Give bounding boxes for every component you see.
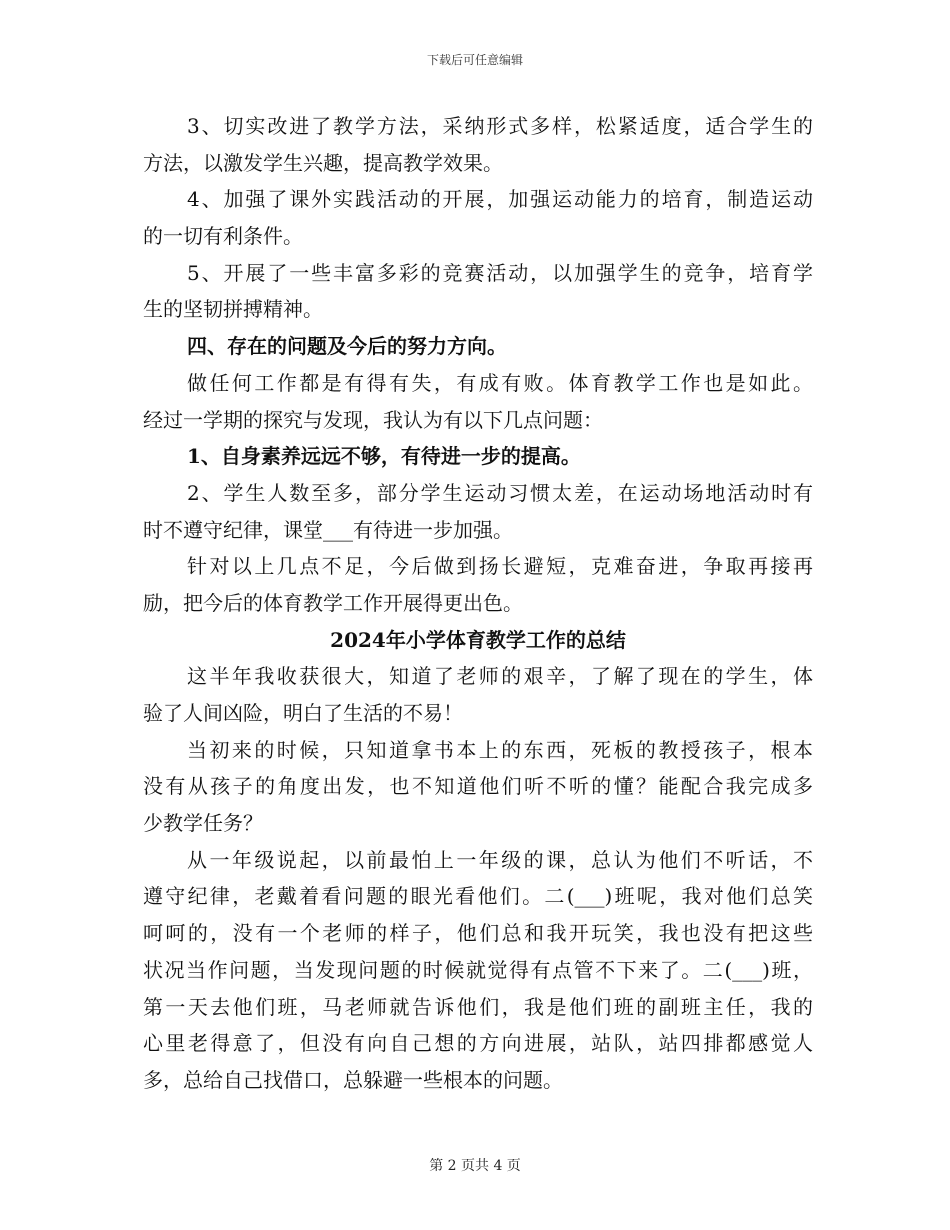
text-line: 呵呵的，没有一个老师的样子，他们总和我开玩笑，我也没有把这些 — [143, 921, 813, 946]
text-line: 的一切有利条件。 — [143, 224, 303, 249]
text-line: 经过一学期的探究与发现，我认为有以下几点问题： — [143, 407, 603, 432]
text-line: 方法，以激发学生兴趣，提高教学效果。 — [143, 150, 503, 175]
text-line: 当初来的时候，只知道拿书本上的东西，死板的教授孩子，根本 — [187, 737, 813, 762]
section-title: 2024年小学体育教学工作的总结 — [330, 627, 626, 652]
text-line: 针对以上几点不足，今后做到扬长避短，克难奋进，争取再接再 — [187, 554, 813, 579]
text-line: 2、学生人数至多，部分学生运动习惯太差，在运动场地活动时有 — [187, 480, 813, 505]
text-line: 4、加强了课外实践活动的开展，加强运动能力的培育，制造运动 — [187, 187, 813, 212]
text-line: 3、切实改进了教学方法，采纳形式多样，松紧适度，适合学生的 — [187, 114, 813, 138]
text-line: 多，总给自己找借口，总躲避一些根本的问题。 — [143, 1067, 563, 1092]
text-line: 从一年级说起，以前最怕上一年级的课，总认为他们不听话，不 — [187, 847, 813, 872]
text-line: 时不遵守纪律，课堂___有待进一步加强。 — [143, 517, 513, 542]
document-body — [143, 108, 813, 1099]
text-line: 状况当作问题，当发现问题的时候就觉得有点管不下来了。二(___)班， — [143, 957, 813, 982]
text-line: 验了人间凶险，明白了生活的不易！ — [143, 701, 463, 725]
text-line: 遵守纪律，老戴着看问题的眼光看他们。二(___)班呢，我对他们总笑 — [143, 884, 813, 909]
heading-line: 1、自身素养远远不够，有待进一步的提高。 — [187, 444, 581, 469]
text-line: 5、开展了一些丰富多彩的竞赛活动，以加强学生的竞争，培育学 — [187, 260, 813, 285]
text-line: 没有从孩子的角度出发，也不知道他们听不听的懂？能配合我完成多 — [143, 774, 813, 799]
text-line: 心里老得意了，但没有向自己想的方向进展，站队，站四排都感觉人 — [143, 1031, 813, 1056]
text-line: 做任何工作都是有得有失，有成有败。体育教学工作也是如此。 — [187, 370, 813, 395]
text-line: 少教学任务？ — [143, 811, 263, 836]
text-line: 这半年我收获很大，知道了老师的艰辛，了解了现在的学生，体 — [187, 664, 813, 689]
text-line: 生的坚韧拼搏精神。 — [143, 297, 323, 322]
page-header: 下载后可任意编辑 — [426, 53, 523, 67]
heading-line: 四、存在的问题及今后的努力方向。 — [187, 334, 507, 359]
text-line: 第一天去他们班，马老师就告诉他们，我是他们班的副班主任，我的 — [143, 994, 813, 1019]
page-footer: 第 2 页共 4 页 — [429, 1158, 521, 1174]
text-line: 励，把今后的体育教学工作开展得更出色。 — [143, 590, 523, 615]
